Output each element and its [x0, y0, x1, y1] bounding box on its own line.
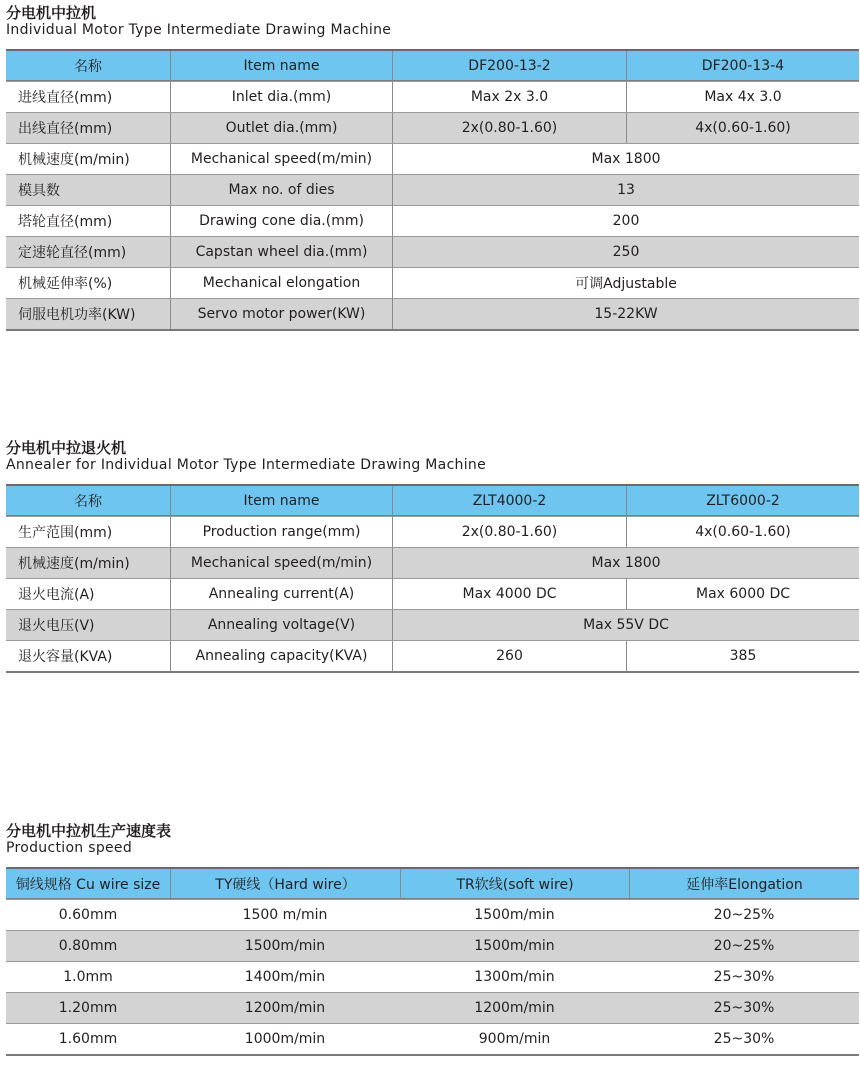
- table-header-row: [6, 49, 859, 81]
- row-value: Max 1800: [392, 144, 859, 174]
- row-label-zh: 退火容量(KVA): [18, 649, 113, 665]
- spec-table-2: [6, 484, 859, 673]
- header-soft-wire: TR软线(soft wire): [400, 869, 629, 898]
- row-label-zh: 退火电流(A): [18, 587, 95, 603]
- row-label-en: Capstan wheel dia.(mm): [170, 237, 392, 267]
- header-item-name: Item name: [170, 486, 392, 515]
- row-label-zh: 机械速度(m/min): [18, 152, 130, 168]
- header-wire-size: 铜线规格 Cu wire size: [15, 876, 161, 893]
- row-value: 200: [392, 206, 859, 236]
- row-label-en: Production range(mm): [170, 517, 392, 547]
- row-value: 13: [392, 175, 859, 205]
- row-value: Max 1800: [392, 548, 859, 578]
- row-value-2: Max 4x 3.0: [626, 82, 859, 112]
- table-header-row: [6, 867, 859, 899]
- soft-wire-speed-cell: 1300m/min: [474, 969, 555, 985]
- table-row: [6, 578, 859, 609]
- wire-size-cell: 0.80mm: [58, 938, 118, 954]
- row-value: 250: [392, 237, 859, 267]
- header-model-2: ZLT6000-2: [626, 486, 859, 515]
- table-row: [6, 961, 859, 992]
- row-value: 可调Adjustable: [392, 268, 859, 298]
- elongation-cell: 25~30%: [713, 1000, 775, 1016]
- row-value: 15-22KW: [392, 299, 859, 329]
- row-label-en: Annealing capacity(KVA): [170, 641, 392, 671]
- header-model-1: DF200-13-2: [392, 51, 626, 80]
- header-model-2: DF200-13-4: [626, 51, 859, 80]
- elongation-cell: 25~30%: [713, 969, 775, 985]
- header-elongation: 延伸率Elongation: [629, 869, 859, 898]
- row-label-zh: 生产范围(mm): [18, 525, 113, 541]
- section2-title-zh: 分电机中拉退火机: [6, 439, 127, 457]
- header-item-name: Item name: [170, 51, 392, 80]
- row-label-zh: 进线直径(mm): [18, 90, 113, 106]
- hard-wire-speed-cell: 1400m/min: [244, 969, 326, 985]
- section-intermediate-drawing-machine: [6, 4, 859, 323]
- hard-wire-speed-cell: 1500 m/min: [242, 907, 328, 923]
- table-row: [6, 112, 859, 143]
- section-annealer: [6, 439, 859, 665]
- elongation-cell: 20~25%: [713, 907, 775, 923]
- table-row: [6, 205, 859, 236]
- row-label-en: Servo motor power(KW): [170, 299, 392, 329]
- header-model-1: ZLT4000-2: [392, 486, 626, 515]
- table-row: [6, 609, 859, 640]
- row-value: Max 55V DC: [392, 610, 859, 640]
- section3-title-en: Production speed: [6, 840, 133, 856]
- section1-title-en: Individual Motor Type Intermediate Drawing Machine: [6, 22, 392, 38]
- table-row: [6, 992, 859, 1023]
- row-label-zh: 塔轮直径(mm): [18, 214, 113, 230]
- row-label-zh: 机械延伸率(%): [18, 276, 113, 292]
- table-row: [6, 267, 859, 298]
- row-value-1: 2x(0.80-1.60): [392, 113, 626, 143]
- table-row: [6, 930, 859, 961]
- wire-size-cell: 1.0mm: [63, 969, 113, 985]
- row-value-2: Max 6000 DC: [626, 579, 859, 609]
- table-row: [6, 174, 859, 205]
- row-label-en: Mechanical speed(m/min): [170, 548, 392, 578]
- table-row: [6, 640, 859, 671]
- speed-table: [6, 867, 859, 1056]
- row-label-en: Drawing cone dia.(mm): [170, 206, 392, 236]
- section2-title-en: Annealer for Individual Motor Type Intermediate Drawing Machine: [6, 457, 487, 473]
- header-name-zh: 名称: [74, 493, 102, 510]
- wire-size-cell: 1.20mm: [58, 1000, 118, 1016]
- row-label-zh: 出线直径(mm): [18, 121, 113, 137]
- table-row: [6, 81, 859, 112]
- section3-title-zh: 分电机中拉机生产速度表: [6, 822, 172, 840]
- row-value-2: 4x(0.60-1.60): [626, 517, 859, 547]
- soft-wire-speed-cell: 1500m/min: [474, 938, 555, 954]
- row-label-en: Outlet dia.(mm): [170, 113, 392, 143]
- table-row: [6, 298, 859, 329]
- hard-wire-speed-cell: 1000m/min: [244, 1031, 326, 1047]
- soft-wire-speed-cell: 1200m/min: [474, 1000, 555, 1016]
- row-value-2: 4x(0.60-1.60): [626, 113, 859, 143]
- row-label-zh: 定速轮直径(mm): [18, 245, 127, 261]
- table-row: [6, 1023, 859, 1054]
- header-name-zh: 名称: [74, 58, 102, 75]
- table-row: [6, 236, 859, 267]
- section1-title-zh: 分电机中拉机: [6, 4, 97, 22]
- row-label-en: Mechanical speed(m/min): [170, 144, 392, 174]
- row-value-1: 2x(0.80-1.60): [392, 517, 626, 547]
- elongation-cell: 25~30%: [713, 1031, 775, 1047]
- row-label-en: Mechanical elongation: [170, 268, 392, 298]
- wire-size-cell: 1.60mm: [58, 1031, 118, 1047]
- row-label-zh: 机械速度(m/min): [18, 556, 130, 572]
- soft-wire-speed-cell: 1500m/min: [474, 907, 555, 923]
- table-row: [6, 516, 859, 547]
- section-production-speed: [6, 822, 859, 1047]
- spec-table-1: [6, 49, 859, 331]
- table-header-row: [6, 484, 859, 516]
- row-value-1: Max 4000 DC: [392, 579, 626, 609]
- elongation-cell: 20~25%: [713, 938, 775, 954]
- row-label-zh: 伺服电机功率(KW): [18, 307, 136, 323]
- row-label-en: Max no. of dies: [170, 175, 392, 205]
- soft-wire-speed-cell: 900m/min: [478, 1031, 551, 1047]
- table-row: [6, 899, 859, 930]
- row-value-1: 260: [392, 641, 626, 671]
- row-label-en: Annealing voltage(V): [170, 610, 392, 640]
- row-label-zh: 模具数: [18, 183, 60, 199]
- row-label-en: Inlet dia.(mm): [170, 82, 392, 112]
- row-value-2: 385: [626, 641, 859, 671]
- table-row: [6, 143, 859, 174]
- header-hard-wire: TY硬线（Hard wire）: [170, 869, 400, 898]
- wire-size-cell: 0.60mm: [58, 907, 118, 923]
- row-label-en: Annealing current(A): [170, 579, 392, 609]
- row-value-1: Max 2x 3.0: [392, 82, 626, 112]
- table-row: [6, 547, 859, 578]
- row-label-zh: 退火电压(V): [18, 618, 95, 634]
- hard-wire-speed-cell: 1200m/min: [244, 1000, 326, 1016]
- hard-wire-speed-cell: 1500m/min: [244, 938, 326, 954]
